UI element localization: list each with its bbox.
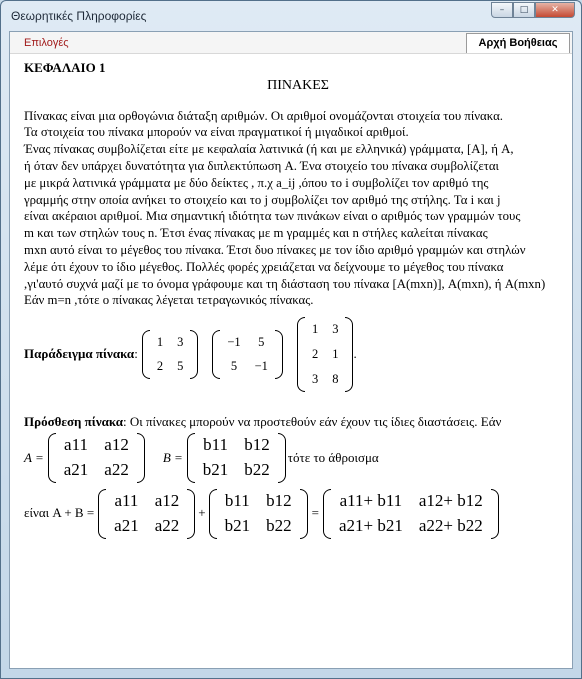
addition-label: Πρόσθεση πίνακα: [24, 413, 123, 429]
example-row: [24, 317, 572, 391]
matrix-cell: −1: [254, 359, 268, 374]
matrix-cell: 1: [311, 322, 319, 337]
text-line: Εάν m=n ,τότε ο πίνακας λέγεται τετραγωνικός πίνακας.: [24, 293, 314, 308]
matrix-cell: −1: [227, 334, 241, 349]
chapter-title: ΚΕΦΑΛΑΙΟ 1: [24, 60, 106, 75]
matrix-cell: b11: [224, 490, 250, 510]
equals-sign: =: [311, 505, 319, 521]
text-line: λέμε ότι έχουν το ίδιο μέγεθος. Πολλές φορές χρειάζεται να δείχνουμε το μέγεθος του πίνακα: [24, 259, 504, 274]
matrix-cell: 3: [332, 322, 339, 337]
title-bar[interactable]: [1, 1, 581, 31]
menu-bar: [10, 32, 572, 54]
matrix-cell: a22: [104, 460, 129, 480]
text-line: γραμμής στην οποία ανήκει το στοιχείο και το j συμβολίζει τον αριθμό της στήλης. Τα i και j: [24, 192, 501, 207]
matrix-cell: b22: [244, 460, 270, 480]
matrix-cell: b21: [224, 515, 251, 535]
definition-row: [24, 433, 572, 483]
window-title: Θεωρητικές Πληροφορίες: [11, 9, 147, 23]
example-label: Παράδειγμα πίνακα: [24, 345, 135, 361]
text-line: είναι ακέραιοι αριθμοί. Μια σημαντική ιδιότητα των πινάκων είναι ο αριθμός των γραμμών τους: [24, 209, 521, 224]
maximize-button[interactable]: □: [513, 2, 535, 18]
sum-row: [24, 489, 572, 539]
matrix-cell: 2: [156, 359, 164, 374]
sum-text: τότε το άθροισμα: [287, 449, 379, 465]
matrix-cell: 5: [177, 359, 184, 374]
addition-text: : Οι πίνακες μπορούν να προστεθούν εάν έχουν τις ίδιες διαστάσεις. Εάν: [123, 413, 502, 429]
matrix-cell: a22+ b22: [418, 515, 483, 535]
matrix-cell: 1: [156, 334, 164, 349]
matrix-cell: a12+ b12: [418, 490, 483, 510]
addition-intro: [24, 414, 572, 431]
matrix-cell: a12: [154, 490, 180, 510]
help-home-tab[interactable]: Αρχή Βοήθειας: [466, 33, 570, 53]
matrix-cell: 5: [258, 334, 265, 349]
matrix-cell: 3: [311, 371, 319, 386]
matrix-cell: 5: [230, 359, 238, 374]
plus-sign: +: [198, 505, 206, 521]
matrix-cell: b12: [266, 490, 292, 510]
example-matrix-1: [142, 330, 199, 380]
matrix-cell: 1: [332, 346, 339, 361]
text-line: Ένας πίνακας συμβολίζεται είτε με κεφαλαία λατινικά (ή και με ελληνικά) γράμματα, [A], ή A,: [24, 142, 514, 157]
matrix-cell: a21+ b21: [338, 515, 403, 535]
matrix-b: [187, 433, 286, 483]
section-heading: ΠΙΝΑΚΕΣ: [267, 77, 329, 93]
minimize-button[interactable]: –: [491, 2, 513, 18]
example-matrix-3: [297, 317, 357, 391]
matrix-cell: b21: [202, 460, 229, 480]
matrix-sum: [323, 489, 499, 539]
matrix-b-repeat: [209, 489, 308, 539]
matrix-cell: 2: [311, 346, 319, 361]
matrix-cell: b12: [244, 435, 270, 455]
text-line: με μικρά λατινικά γράμματα με δύο δείκτες , π.χ a_ij ,όπου το i συμβολίζει τον αριθμό της: [24, 175, 489, 190]
matrix-cell: a22: [154, 515, 180, 535]
close-button[interactable]: ✕: [535, 2, 575, 18]
matrix-a-repeat: [98, 489, 195, 539]
matrix-cell: 8: [332, 371, 339, 386]
text-line: ή όταν δεν υπάρχει δυνατότητα για διπλεκτύπωση A. Ένα στοιχείο του πίνακα συμβολίζεται: [24, 158, 499, 173]
text-line: Πίνακας είναι μια ορθογώνια διάταξη αριθμών. Οι αριθμοί ονομάζονται στοιχεία του πίνακα.: [24, 108, 504, 123]
matrix-cell: a11: [114, 490, 139, 510]
matrix-a: [48, 433, 145, 483]
is-text: είναι A + B =: [24, 505, 95, 521]
matrix-cell: a12: [104, 435, 129, 455]
text-line: mxn αυτό είναι το μέγεθος του πίνακα. Έτσι δυο πίνακες με τον ίδιο αριθμό γραμμών και στηλών: [24, 242, 526, 257]
window-controls: [491, 2, 575, 18]
text-line: ,γι'αυτό συχνά μαζί με το όνομα γράφουμε και τη διάσταση του πίνακα [A(mxn)], A(mxn), ή A(mxn): [24, 276, 546, 291]
def-a-label: A =: [24, 449, 44, 465]
def-b-label: B =: [162, 449, 183, 465]
intro-paragraph: [24, 108, 549, 310]
example-colon: :: [134, 345, 138, 361]
matrix-cell: 3: [177, 334, 184, 349]
matrix-cell: a21: [63, 460, 89, 480]
matrix-cell: b22: [266, 515, 292, 535]
example-matrix-2: [212, 330, 283, 380]
text-line: Τα στοιχεία του πίνακα μπορούν να είναι πραγματικοί ή μιγαδικοί αριθμοί.: [24, 125, 409, 140]
menu-options[interactable]: Επιλογές: [24, 37, 69, 49]
text-line: m και των στηλών τους n. Έτσι ένας πίνακας με m γραμμές και n στήλες καλείται πίνακας: [24, 226, 488, 241]
matrix-cell: a11+ b11: [339, 490, 403, 510]
example-period: .: [353, 345, 357, 361]
matrix-cell: a11: [64, 435, 88, 455]
addition-section: [24, 414, 572, 539]
matrix-cell: a21: [114, 515, 139, 535]
document-content: [10, 55, 572, 668]
client-area: [9, 31, 573, 669]
matrix-cell: b11: [203, 435, 228, 455]
